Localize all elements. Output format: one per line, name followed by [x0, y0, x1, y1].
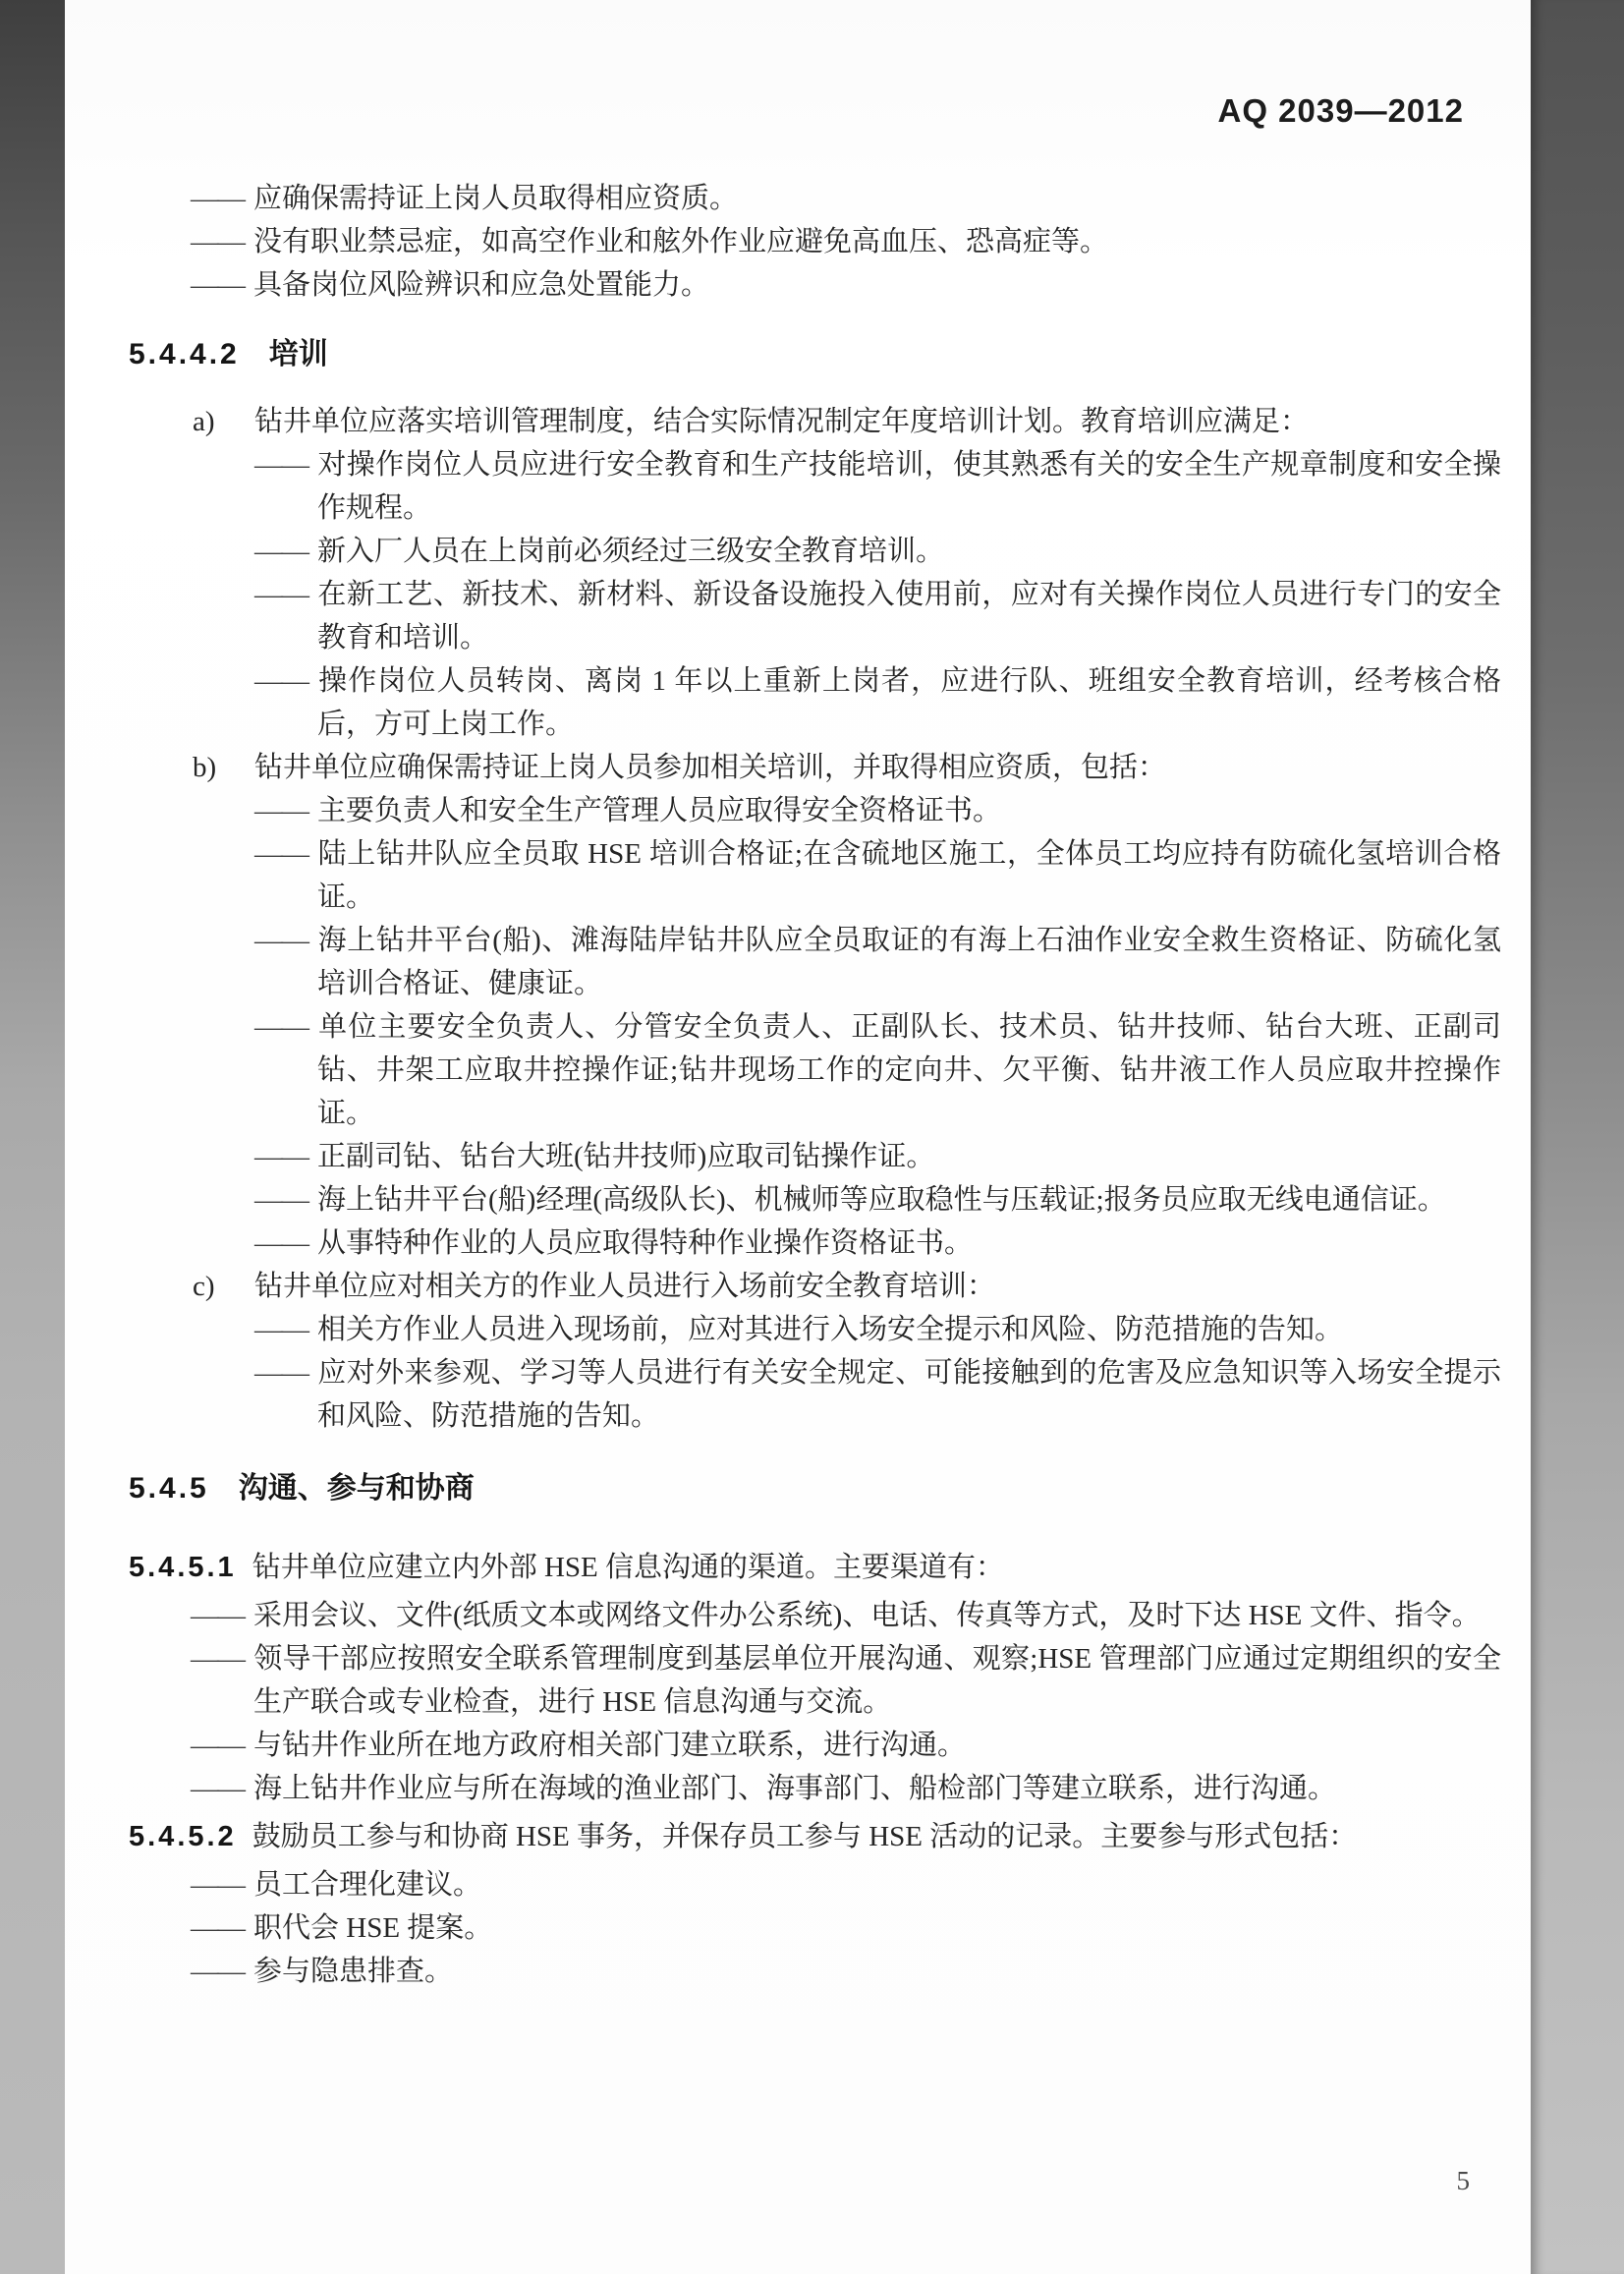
- clause-number: 5.4.4.2: [129, 338, 240, 370]
- list-item: [254, 832, 1501, 919]
- dash-leader: ——: [191, 1956, 244, 1987]
- list-item: [254, 1005, 1501, 1135]
- list-item-text: 职代会 HSE 提案。: [253, 1912, 493, 1944]
- dash-leader: ——: [254, 536, 308, 567]
- list-item-text: 应确保需持证上岗人员取得相应资质。: [253, 183, 739, 214]
- dash-leader: ——: [191, 1643, 244, 1675]
- item-letter: b): [193, 752, 217, 783]
- dash-leader: ——: [191, 1773, 244, 1804]
- list-item-text: 正副司钻、钻台大班(钻井技师)应取司钻操作证。: [317, 1141, 935, 1172]
- list-item: [254, 443, 1501, 530]
- list-item: [254, 1222, 1501, 1265]
- list-item-text: 海上钻井平台(船)、滩海陆岸钻井队应全员取证的有海上石油作业安全救生资格证、防硫化氢培训合格证、健康证。: [317, 925, 1501, 999]
- dash-leader: ——: [191, 1869, 244, 1901]
- clause-heading: [129, 333, 1501, 376]
- dash-leader: ——: [254, 925, 308, 956]
- clause-number: 5.4.5.2: [129, 1821, 237, 1852]
- list-item: [191, 1594, 1501, 1637]
- list-item-text: 主要负责人和安全生产管理人员应取得安全资格证书。: [317, 795, 1002, 826]
- clause-paragraph: [129, 1815, 1501, 1858]
- list-item: [254, 789, 1501, 832]
- clause-paragraph: [129, 1546, 1501, 1589]
- list-item: [191, 177, 1501, 220]
- dash-leader: ——: [254, 1227, 308, 1259]
- dash-leader: ——: [191, 269, 244, 301]
- dash-leader: ——: [191, 1600, 244, 1631]
- dash-leader: ——: [254, 665, 308, 697]
- list-item-text: 海上钻井平台(船)经理(高级队长)、机械师等应取稳性与压载证;报务员应取无线电通信证。: [317, 1184, 1446, 1216]
- dash-leader: ——: [254, 449, 308, 481]
- lettered-item: [193, 746, 1501, 789]
- list-item: [254, 573, 1501, 659]
- list-item: [254, 1308, 1501, 1351]
- list-item-text: 没有职业禁忌症，如高空作业和舷外作业应避免高血压、恐高症等。: [253, 226, 1109, 257]
- list-item: [191, 220, 1501, 263]
- dash-leader: ——: [254, 1184, 308, 1216]
- list-item-text: 员工合理化建议。: [253, 1869, 482, 1901]
- dash-leader: ——: [191, 1912, 244, 1944]
- list-item: [254, 1351, 1501, 1438]
- list-item-text: 单位主要安全负责人、分管安全负责人、正副队长、技术员、钻井技师、钻台大班、正副司钻、井架工应取井控操作证;钻井现场工作的定向井、欠平衡、钻井液工作人员应取井控操作证。: [317, 1011, 1501, 1129]
- list-item-text: 钻井单位应确保需持证上岗人员参加相关培训，并取得相应资质，包括：: [254, 752, 1167, 783]
- list-item-text: 海上钻井作业应与所在海域的渔业部门、海事部门、船检部门等建立联系，进行沟通。: [253, 1773, 1337, 1804]
- dash-leader: ——: [191, 226, 244, 257]
- list-item: [254, 530, 1501, 573]
- list-item: [191, 1863, 1501, 1906]
- dash-leader: ——: [254, 1314, 308, 1345]
- list-item-text: 领导干部应按照安全联系管理制度到基层单位开展沟通、观察;HSE 管理部门应通过定期组织的安全生产联合或专业检查，进行 HSE 信息沟通与交流。: [253, 1643, 1501, 1718]
- list-item: [254, 659, 1501, 746]
- page-number: 5: [1456, 2166, 1470, 2195]
- list-item: [191, 1637, 1501, 1724]
- dash-leader: ——: [254, 795, 308, 826]
- clause-title: 沟通、参与和协商: [238, 1472, 475, 1505]
- list-item-text: 新入厂人员在上岗前必须经过三级安全教育培训。: [317, 536, 945, 567]
- dash-leader: ——: [254, 838, 308, 870]
- list-item: [191, 263, 1501, 307]
- dash-leader: ——: [254, 1357, 308, 1389]
- clause-heading: [129, 1467, 1501, 1510]
- list-item-text: 陆上钻井队应全员取 HSE 培训合格证;在含硫地区施工，全体员工均应持有防硫化氢培训合格证。: [317, 838, 1501, 913]
- dash-leader: ——: [254, 1141, 308, 1172]
- clause-text: 鼓励员工参与和协商 HSE 事务，并保存员工参与 HSE 活动的记录。主要参与形式包括：: [252, 1821, 1358, 1852]
- list-item-text: 参与隐患排查。: [253, 1956, 454, 1987]
- list-item-text: 钻井单位应落实培训管理制度，结合实际情况制定年度培训计划。教育培训应满足：: [254, 406, 1310, 437]
- item-letter: a): [193, 406, 215, 437]
- list-item: [191, 1724, 1501, 1767]
- dash-leader: ——: [254, 1011, 308, 1043]
- dash-leader: ——: [191, 1730, 244, 1761]
- clause-title: 培训: [268, 338, 328, 370]
- list-item-text: 相关方作业人员进入现场前，应对其进行入场安全提示和风险、防范措施的告知。: [317, 1314, 1344, 1345]
- list-item-text: 具备岗位风险辨识和应急处置能力。: [253, 269, 710, 301]
- dash-leader: ——: [254, 579, 308, 610]
- list-item-text: 对操作岗位人员应进行安全教育和生产技能培训，使其熟悉有关的安全生产规章制度和安全操作规程。: [317, 449, 1501, 524]
- clause-number: 5.4.5: [129, 1472, 209, 1505]
- list-item: [191, 1767, 1501, 1810]
- list-item: [191, 1950, 1501, 1993]
- scan-shadow-right: [1531, 0, 1624, 2274]
- scan-shadow-left: [0, 0, 65, 2274]
- lettered-item: [193, 1265, 1501, 1308]
- clause-text: 钻井单位应建立内外部 HSE 信息沟通的渠道。主要渠道有：: [252, 1552, 1004, 1583]
- document-page: [65, 0, 1531, 2274]
- list-item-text: 从事特种作业的人员应取得特种作业操作资格证书。: [317, 1227, 974, 1259]
- list-item: [254, 919, 1501, 1005]
- list-item: [254, 1178, 1501, 1222]
- dash-leader: ——: [191, 183, 244, 214]
- list-item-text: 钻井单位应对相关方的作业人员进行入场前安全教育培训：: [254, 1271, 996, 1302]
- list-item: [254, 1135, 1501, 1178]
- lettered-item: [193, 400, 1501, 443]
- list-item-text: 在新工艺、新技术、新材料、新设备设施投入使用前，应对有关操作岗位人员进行专门的安全教育和培训。: [317, 579, 1501, 654]
- clause-number: 5.4.5.1: [129, 1552, 237, 1583]
- list-item-text: 应对外来参观、学习等人员进行有关安全规定、可能接触到的危害及应急知识等入场安全提示和风险、防范措施的告知。: [317, 1357, 1501, 1432]
- standard-code: AQ 2039—2012: [1217, 92, 1464, 129]
- item-letter: c): [193, 1271, 215, 1302]
- list-item-text: 操作岗位人员转岗、离岗 1 年以上重新上岗者，应进行队、班组安全教育培训，经考核合格后，方可上岗工作。: [317, 665, 1501, 740]
- list-item-text: 采用会议、文件(纸质文本或网络文件办公系统)、电话、传真等方式，及时下达 HSE 文件、指令。: [253, 1600, 1481, 1631]
- list-item-text: 与钻井作业所在地方政府相关部门建立联系，进行沟通。: [253, 1730, 967, 1761]
- list-item: [191, 1906, 1501, 1950]
